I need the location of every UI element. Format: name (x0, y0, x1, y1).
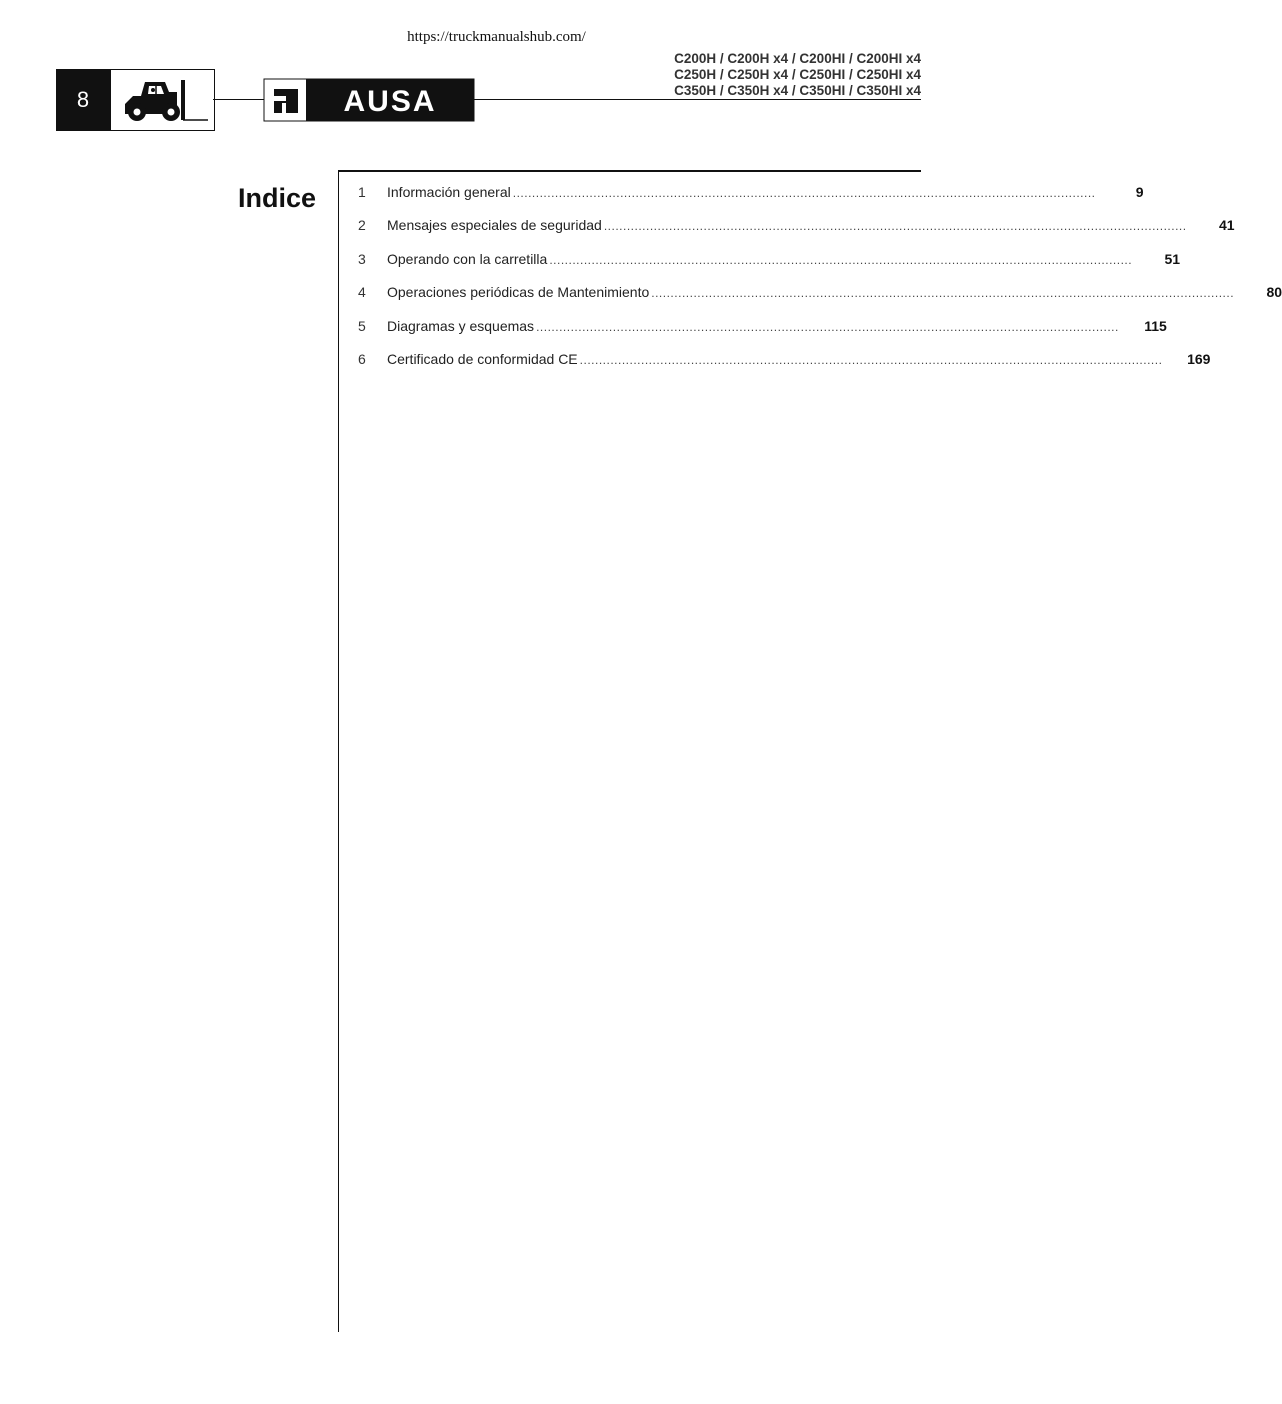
toc-page: 169 (1187, 350, 1211, 367)
model-line: C350H / C350H x4 / C350HI / C350HI x4 (674, 83, 921, 98)
toc-title: Diagramas y esquemas (387, 317, 535, 334)
forklift-icon (111, 70, 214, 130)
toc-leader: ........................................................................................................................................................ (549, 252, 1133, 267)
toc-page: 9 (1135, 184, 1144, 200)
toc-page: 80 (1266, 284, 1282, 301)
header-rule-right (474, 99, 921, 100)
toc-number: 4 (358, 284, 366, 301)
toc-leader: ........................................................................................................................................................ (536, 319, 1119, 334)
toc-top-rule (338, 170, 921, 172)
toc-entry[interactable] (358, 250, 1181, 284)
toc-title: Información general (387, 184, 511, 200)
toc-title: Operaciones periódicas de Mantenimiento (387, 284, 650, 301)
toc-entry[interactable] (358, 317, 1167, 351)
toc-leader: ........................................................................................................................................................ (512, 186, 1096, 200)
toc-page: 115 (1144, 317, 1167, 334)
ausa-logo (264, 79, 474, 121)
toc-vertical-rule (338, 170, 339, 1332)
model-list (674, 51, 921, 99)
toc-number: 1 (358, 184, 366, 200)
toc-entry[interactable] (358, 184, 1144, 217)
source-url: https://truckmanualshub.com/ (407, 29, 586, 45)
toc-entry[interactable] (358, 350, 1211, 384)
toc-number: 5 (358, 317, 366, 334)
toc-number: 2 (358, 217, 366, 234)
toc-number: 3 (358, 250, 366, 267)
toc-entry[interactable] (358, 284, 1282, 317)
toc-page: 41 (1219, 217, 1235, 234)
section-title: Indice (237, 183, 316, 213)
toc-leader: ........................................................................................................................................................ (579, 352, 1163, 367)
table-of-contents (358, 184, 1282, 384)
model-line: C250H / C250H x4 / C250HI / C250HI x4 (674, 67, 921, 82)
brand-name: AUSA (343, 85, 437, 118)
toc-title: Operando con la carretilla (387, 250, 548, 267)
toc-leader: ........................................................................................................................................................ (603, 219, 1187, 234)
toc-entry[interactable] (358, 217, 1235, 250)
forklift-icon-box (110, 69, 215, 131)
toc-title: Mensajes especiales de seguridad (387, 217, 602, 234)
toc-leader: ........................................................................................................................................................ (651, 286, 1235, 301)
model-line: C200H / C200H x4 / C200HI / C200HI x4 (674, 51, 921, 66)
page-number: 8 (56, 69, 110, 131)
toc-number: 6 (358, 350, 366, 367)
toc-page: 51 (1164, 250, 1181, 267)
toc-title: Certificado de conformidad CE (387, 350, 578, 367)
header-rule-left (213, 99, 264, 100)
